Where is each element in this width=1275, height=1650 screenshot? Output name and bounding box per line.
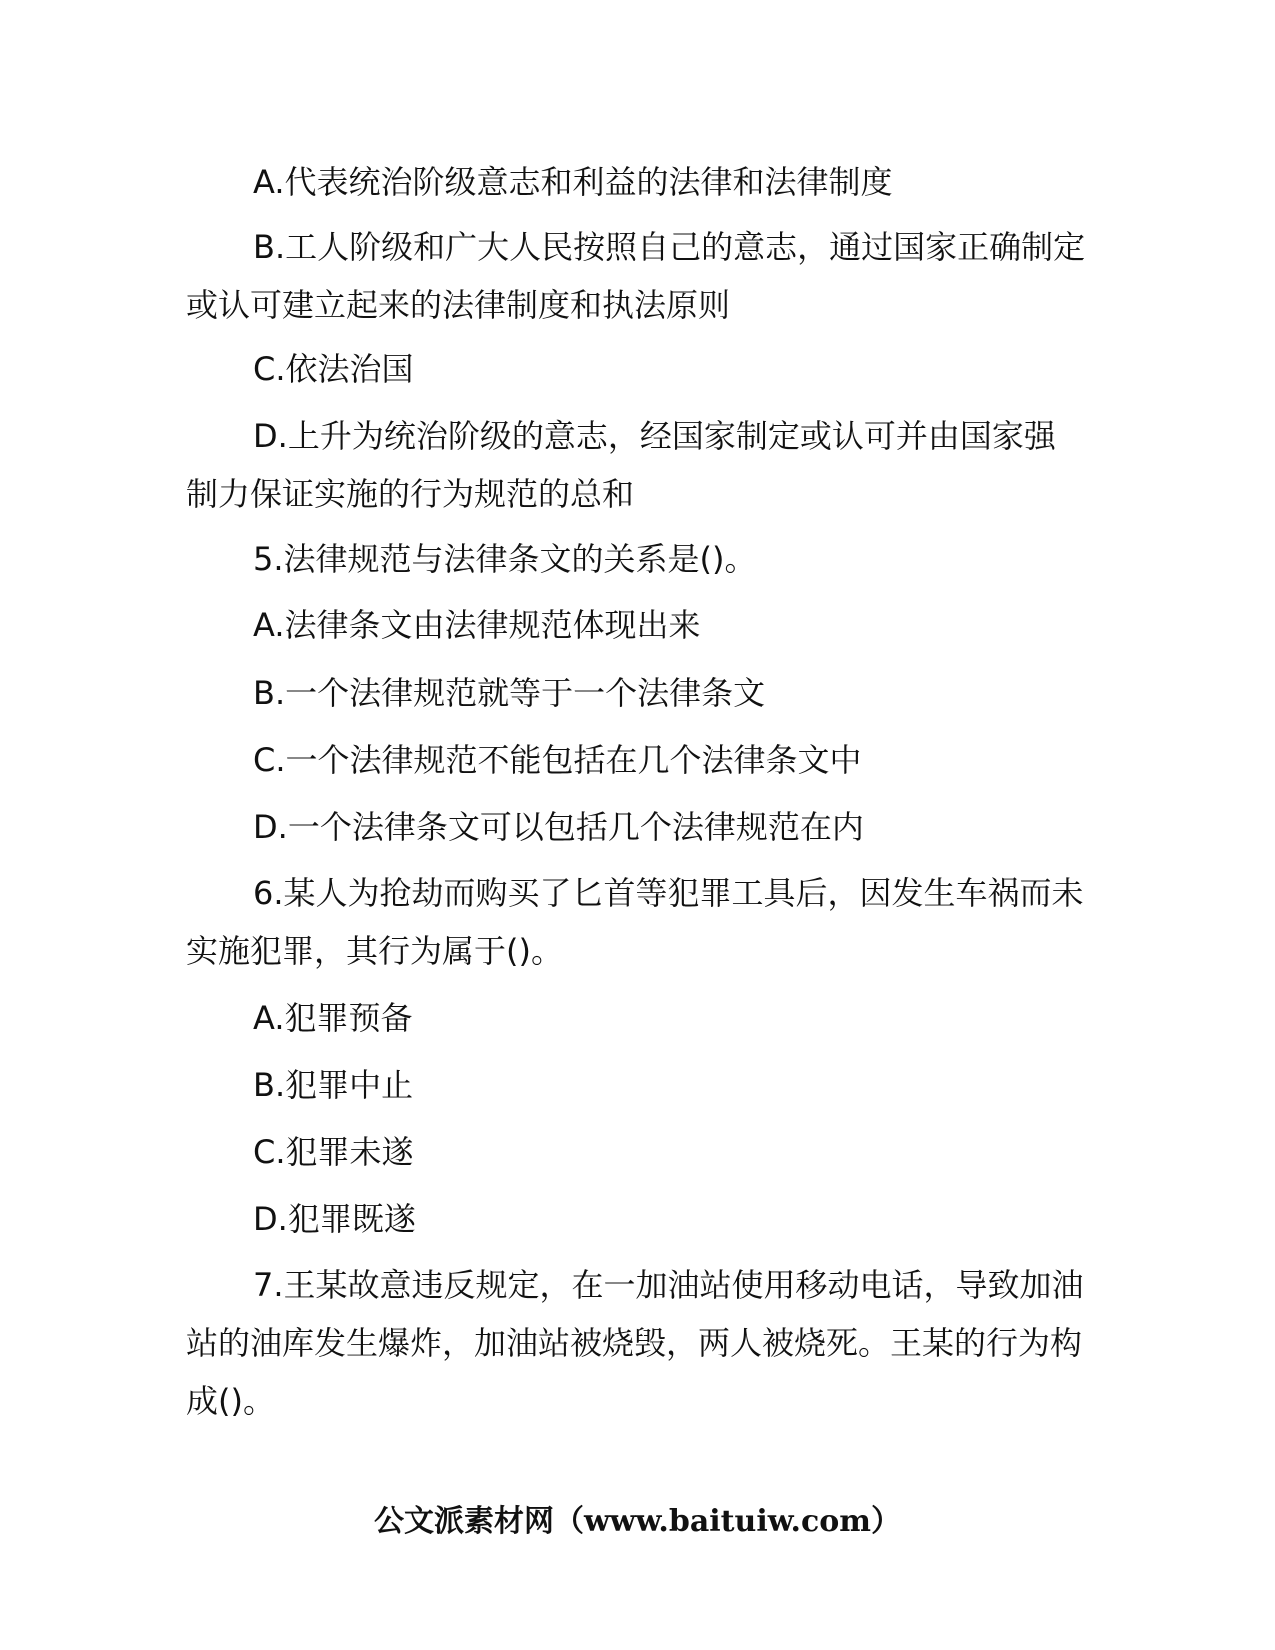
option-b-q6: B.犯罪中止 <box>253 1066 414 1104</box>
option-d-q5: D.一个法律条文可以包括几个法律规范在内 <box>253 808 864 846</box>
option-d-q6: D.犯罪既遂 <box>253 1200 416 1238</box>
option-b-q4: B.工人阶级和广大人民按照自己的意志，通过国家正确制定或认可建立起来的法律制度和执法原则 <box>186 228 1086 324</box>
option-a-q6: A.犯罪预备 <box>253 999 413 1037</box>
option-d-q4: D.上升为统治阶级的意志，经国家制定或认可并由国家强制力保证实施的行为规范的总和 <box>186 417 1056 513</box>
question-6: 6.某人为抢劫而购买了匕首等犯罪工具后，因发生车祸而未实施犯罪，其行为属于()。 <box>186 874 1084 970</box>
footer-watermark: 公文派素材网（www.baituiw.com） <box>373 1504 902 1539</box>
option-c-q6: C.犯罪未遂 <box>253 1133 414 1171</box>
option-c-q5: C.一个法律规范不能包括在几个法律条文中 <box>253 741 862 779</box>
option-a-q4: A.代表统治阶级意志和利益的法律和法律制度 <box>253 163 893 201</box>
question-7: 7.王某故意违反规定，在一加油站使用移动电话，导致加油站的油库发生爆炸，加油站被烧毁，两人被烧死。王某的行为构成()。 <box>186 1266 1084 1420</box>
question-5: 5.法律规范与法律条文的关系是()。 <box>253 540 757 578</box>
option-c-q4: C.依法治国 <box>253 350 414 388</box>
option-b-q5: B.一个法律规范就等于一个法律条文 <box>253 674 766 712</box>
option-a-q5: A.法律条文由法律规范体现出来 <box>253 606 701 644</box>
